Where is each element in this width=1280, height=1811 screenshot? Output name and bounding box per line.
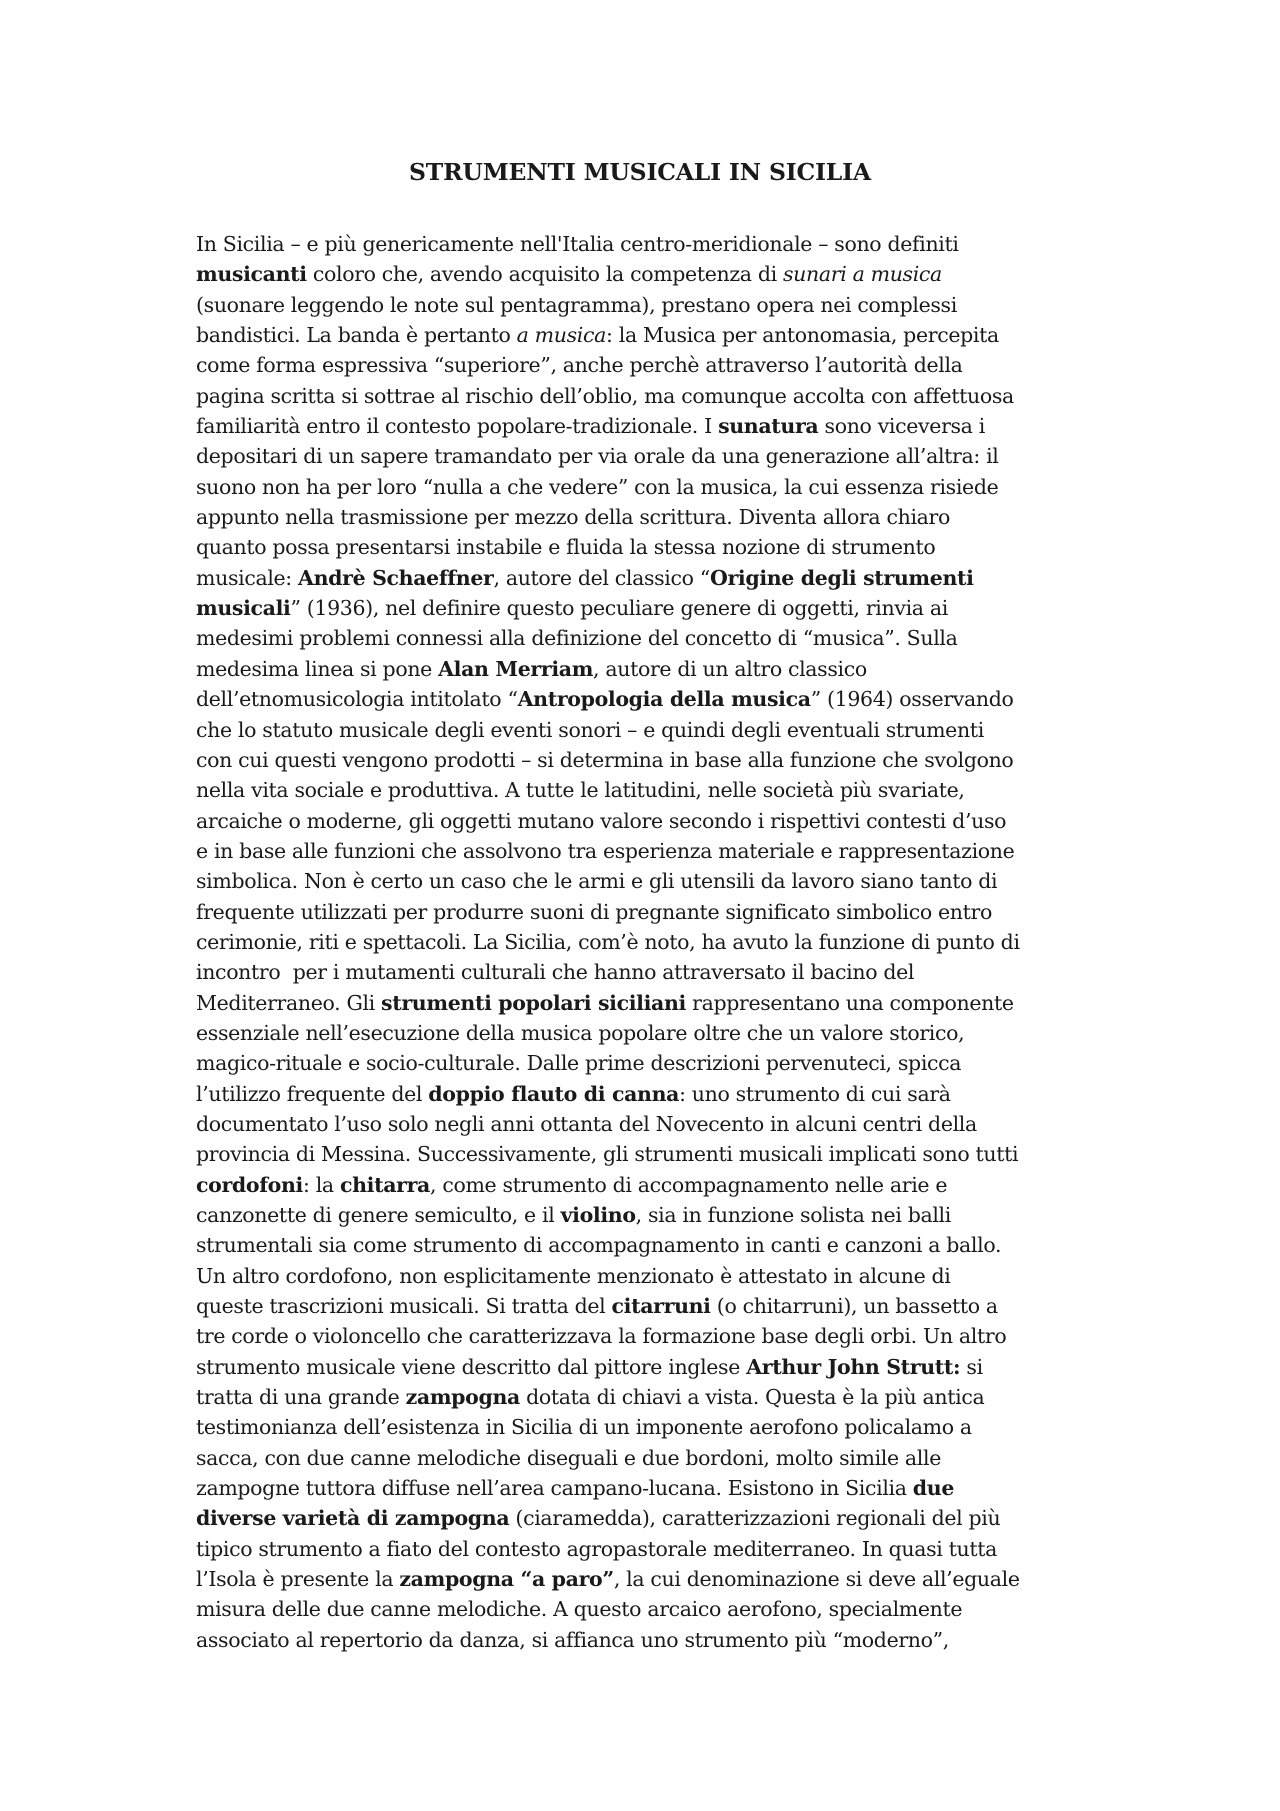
text-run: associato al repertorio da danza, si affianca uno strumento più “moderno”, <box>196 1627 949 1652</box>
text-line <box>196 502 1096 532</box>
text-run: ” (1964) osservando <box>810 687 1014 712</box>
text-line <box>196 593 1096 623</box>
text-run: In Sicilia – e più genericamente nell'Italia centro-meridionale – sono definiti <box>196 232 959 256</box>
text-run: : la <box>303 1172 340 1197</box>
text-run: : la Musica per antonomasia, percepita <box>606 323 999 348</box>
bold-term: musicanti <box>196 262 307 287</box>
bold-term: strumenti popolari siciliani <box>381 990 686 1015</box>
text-run: medesimi problemi connessi alla definizione del concetto di “musica”. Sulla <box>196 626 958 651</box>
text-run: arcaiche o moderne, gli oggetti mutano valore secondo i rispettivi contesti d’uso <box>196 808 1007 833</box>
bold-term: chitarra <box>339 1172 430 1197</box>
body-text <box>196 229 1096 1655</box>
text-run: dotata di chiavi a vista. Questa è la più antica <box>519 1385 985 1410</box>
text-line <box>196 988 1096 1018</box>
text-run: dell’etnomusicologia intitolato “ <box>196 687 518 712</box>
text-run: l’Isola è presente la <box>196 1567 400 1592</box>
text-line <box>196 290 1096 320</box>
text-run: cerimonie, riti e spettacoli. La Sicilia, com’è noto, ha avuto la funzione di punto di <box>196 929 1020 954</box>
text-run: Un altro cordofono, non esplicitamente menzionato è attestato in alcune di <box>196 1263 951 1288</box>
text-run: sacca, con due canne melodiche diseguali e due bordoni, molto simile alle <box>196 1445 941 1470</box>
text-line <box>196 1018 1096 1048</box>
text-run: l’utilizzo frequente del <box>196 1081 429 1106</box>
bold-term: zampogna “a paro” <box>399 1567 614 1592</box>
text-line <box>196 350 1096 380</box>
text-run: si <box>960 1354 983 1379</box>
text-run: sono viceversa i <box>818 414 985 439</box>
text-run: medesima linea si pone <box>196 656 439 681</box>
text-run: depositari di un sapere tramandato per via orale da una generazione all’altra: il <box>196 444 999 469</box>
text-run: : uno strumento di cui sarà <box>679 1081 951 1106</box>
bold-term: citarruni <box>611 1294 711 1319</box>
bold-term: Antropologia della musica <box>517 687 811 712</box>
text-run: , la cui denominazione si deve all’eguale <box>613 1567 1020 1592</box>
text-run: tre corde o violoncello che caratterizzava la formazione base degli orbi. Un altro <box>196 1324 1007 1349</box>
text-line <box>196 1170 1096 1200</box>
text-run: strumento musicale viene descritto dal pittore inglese <box>196 1354 747 1379</box>
bold-term: Alan Merriam <box>438 656 594 681</box>
text-run: provincia di Messina. Successivamente, gli strumenti musicali implicati sono tutti <box>196 1142 1019 1167</box>
text-run: documentato l’uso solo negli anni ottanta del Novecento in alcuni centri della <box>196 1111 977 1136</box>
bold-term: doppio flauto di canna <box>428 1081 680 1106</box>
text-run: suono non ha per loro “nulla a che vedere” con la musica, la cui essenza risiede <box>196 474 999 499</box>
text-run: , come strumento di accompagnamento nelle arie e <box>429 1172 948 1197</box>
text-run: bandistici. La banda è pertanto <box>196 323 517 348</box>
bold-term: musicali <box>196 596 291 621</box>
text-run: canzonette di genere semiculto, e il <box>196 1203 561 1227</box>
italic-term: sunari a musica <box>783 262 942 287</box>
text-line <box>196 1473 1096 1503</box>
text-line <box>196 472 1096 502</box>
text-run: (suonare leggendo le note sul pentagramma), prestano opera nei complessi <box>196 292 957 317</box>
bold-term: due <box>912 1476 955 1501</box>
text-line <box>196 320 1096 350</box>
bold-term: violino <box>560 1203 636 1227</box>
text-run: tipico strumento a fiato del contesto agropastorale mediterraneo. In quasi tutta <box>196 1536 998 1561</box>
bold-term: Andrè Schaeffner <box>298 565 494 590</box>
text-run: e in base alle funzioni che assolvono tra esperienza materiale e rappresentazione <box>196 838 1015 863</box>
text-run: appunto nella trasmissione per mezzo della scrittura. Diventa allora chiaro <box>196 505 950 530</box>
text-line <box>196 745 1096 775</box>
text-run: pagina scritta si sottrae al rischio dell’oblio, ma comunque accolta con affettuosa <box>196 383 1014 408</box>
text-line <box>196 1109 1096 1139</box>
text-line <box>196 957 1096 987</box>
text-run: con cui questi vengono prodotti – si determina in base alla funzione che svolgono <box>196 747 1014 772</box>
text-run: (ciaramedda), caratterizzazioni regionali del più <box>509 1506 1001 1531</box>
text-run: (o chitarruni), un bassetto a <box>710 1294 998 1319</box>
text-run: zampogne tuttora diffuse nell’area campano-lucana. Esistono in Sicilia <box>196 1476 913 1501</box>
text-line <box>196 259 1096 289</box>
text-run: rappresentano una componente <box>685 990 1014 1015</box>
text-line <box>196 684 1096 714</box>
text-run: come forma espressiva “superiore”, anche perchè attraverso l’autorità della <box>196 353 963 378</box>
bold-term: Arthur John Strutt: <box>746 1354 961 1379</box>
text-line <box>196 563 1096 593</box>
text-line <box>196 927 1096 957</box>
text-line <box>196 623 1096 653</box>
text-run: Mediterraneo. Gli <box>196 990 382 1015</box>
text-run: familiarità entro il contesto popolare-tradizionale. I <box>196 414 719 439</box>
text-line <box>196 381 1096 411</box>
text-line <box>196 1291 1096 1321</box>
text-line <box>196 1412 1096 1442</box>
text-line <box>196 1079 1096 1109</box>
text-line <box>196 654 1096 684</box>
text-line <box>196 411 1096 441</box>
text-line <box>196 1200 1096 1230</box>
text-run: che lo statuto musicale degli eventi sonori – e quindi degli eventuali strumenti <box>196 717 984 742</box>
text-line <box>196 1321 1096 1351</box>
text-line <box>196 1261 1096 1291</box>
text-run: magico-rituale e socio-culturale. Dalle prime descrizioni pervenuteci, spicca <box>196 1051 962 1076</box>
text-run: ” (1936), nel definire questo peculiare genere di oggetti, rinvia ai <box>290 596 948 621</box>
bold-term: Origine degli strumenti <box>709 565 974 590</box>
text-line <box>196 1594 1096 1624</box>
text-line <box>196 1625 1096 1655</box>
text-run: quanto possa presentarsi instabile e fluida la stessa nozione di strumento <box>196 535 936 560</box>
text-line <box>196 441 1096 471</box>
text-run: incontro per i mutamenti culturali che hanno attraversato il bacino del <box>196 960 915 985</box>
text-run: testimonianza dell’esistenza in Sicilia di un imponente aerofono policalamo a <box>196 1415 972 1440</box>
text-line <box>196 1443 1096 1473</box>
text-line <box>196 1352 1096 1382</box>
text-line <box>196 806 1096 836</box>
text-run: , autore di un altro classico <box>593 656 867 681</box>
bold-term: diverse varietà di zampogna <box>196 1506 510 1531</box>
text-run: misura delle due canne melodiche. A questo arcaico aerofono, specialmente <box>196 1597 963 1622</box>
text-run: frequente utilizzati per produrre suoni di pregnante significato simbolico entro <box>196 899 992 924</box>
text-run: essenziale nell’esecuzione della musica popolare oltre che un valore storico, <box>196 1020 965 1045</box>
italic-term: a musica <box>516 323 607 348</box>
text-line <box>196 1534 1096 1564</box>
text-line <box>196 715 1096 745</box>
text-line <box>196 532 1096 562</box>
text-run: simbolica. Non è certo un caso che le armi e gli utensili da lavoro siano tanto di <box>196 869 998 894</box>
text-line <box>196 775 1096 805</box>
text-line <box>196 1503 1096 1533</box>
bold-term: cordofoni <box>196 1172 303 1197</box>
text-line <box>196 1139 1096 1169</box>
text-run: musicale: <box>196 565 299 590</box>
text-line <box>196 1564 1096 1594</box>
text-run: , autore del classico “ <box>493 565 710 590</box>
text-run: tratta di una grande <box>196 1385 406 1410</box>
text-line <box>196 836 1096 866</box>
text-run: strumentali sia come strumento di accompagnamento in canti e canzoni a ballo. <box>196 1233 1002 1258</box>
text-line <box>196 866 1096 896</box>
text-run: nella vita sociale e produttiva. A tutte le latitudini, nelle società più svariate, <box>196 778 965 803</box>
bold-term: zampogna <box>405 1385 520 1410</box>
text-line <box>196 1048 1096 1078</box>
text-run: queste trascrizioni musicali. Si tratta del <box>196 1294 612 1319</box>
text-line <box>196 897 1096 927</box>
bold-term: sunatura <box>718 414 819 439</box>
text-line <box>196 1382 1096 1412</box>
text-line <box>196 229 1096 259</box>
page-title: STRUMENTI MUSICALI IN SICILIA <box>409 158 871 186</box>
text-run: , sia in funzione solista nei balli <box>635 1203 951 1227</box>
text-run: coloro che, avendo acquisito la competenza di <box>306 262 783 287</box>
text-line <box>196 1230 1096 1260</box>
